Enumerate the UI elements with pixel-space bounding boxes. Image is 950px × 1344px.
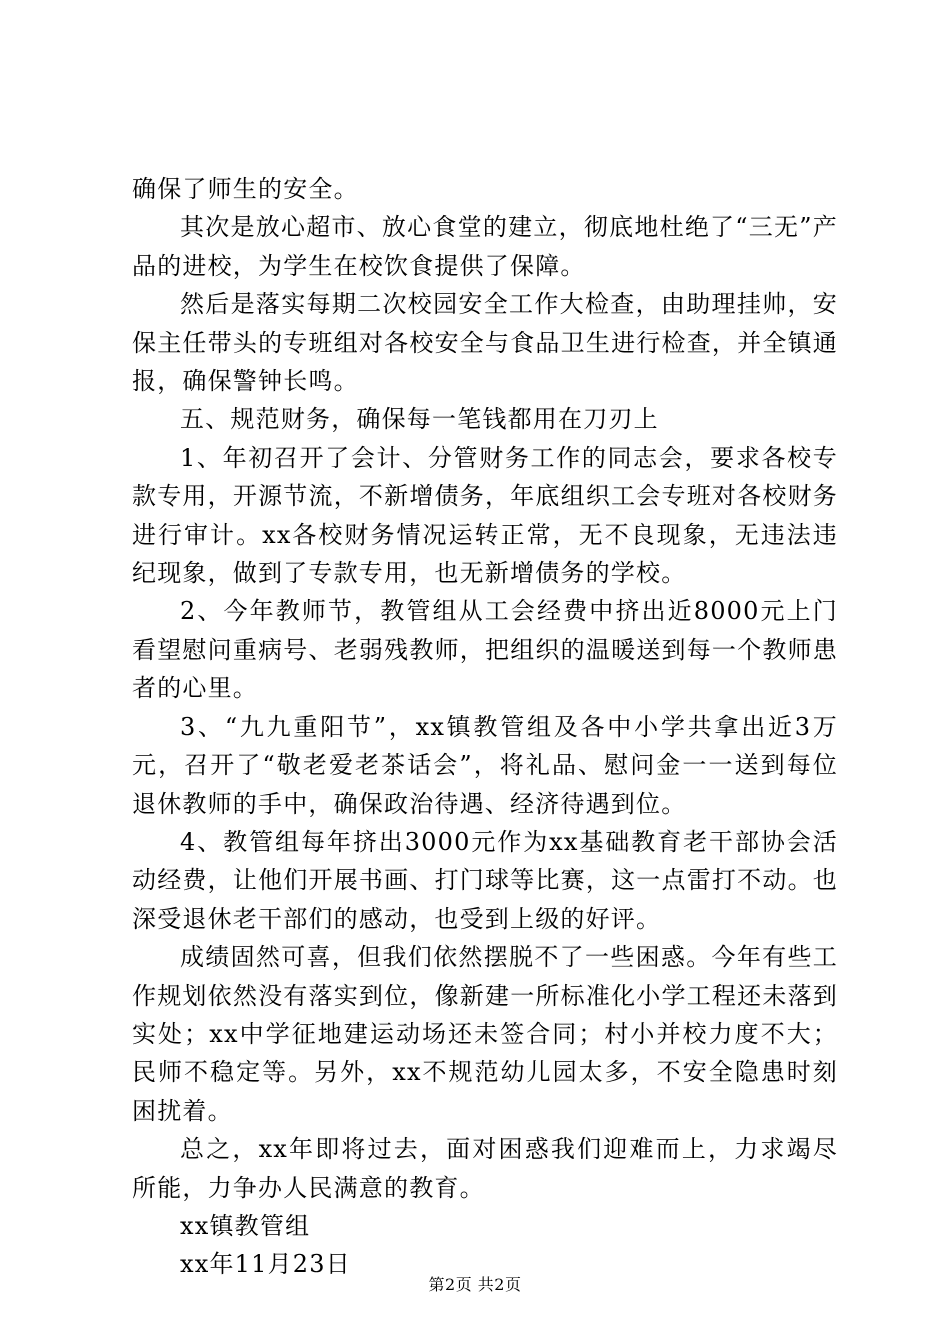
paragraph: 其次是放心超市、放心食堂的建立，彻底地杜绝了“三无”产品的进校，为学生在校饮食提供了保障。 bbox=[132, 213, 838, 280]
document-body bbox=[132, 170, 838, 1284]
paragraph: 总之，xx年即将过去，面对困惑我们迎难而上，力求竭尽所能，力争办人民满意的教育。 bbox=[132, 1135, 838, 1202]
paragraph: 然后是落实每期二次校园安全工作大检查，由助理挂帅，安保主任带头的专班组对各校安全与食品卫生进行检查，并全镇通报，确保警钟长鸣。 bbox=[132, 290, 838, 396]
signature-org: xx镇教管组 bbox=[180, 1211, 311, 1240]
paragraph: 成绩固然可喜，但我们依然摆脱不了一些困惑。今年有些工作规划依然没有落实到位，像新建一所标准化小学工程还未落到实处；xx中学征地建运动场还未签合同；村小并校力度不大；民师不稳定等。另外，xx不规范幼儿园太多，不安全隐患时刻困扰着。 bbox=[132, 943, 838, 1125]
paragraph: 4、教管组每年挤出3000元作为xx基础教育老干部协会活动经费，让他们开展书画、打门球等比赛，这一点雷打不动。也深受退休老干部们的感动，也受到上级的好评。 bbox=[132, 827, 838, 933]
page-footer: 第2页 共2页 bbox=[428, 1275, 522, 1294]
paragraph: 3、“九九重阳节”，xx镇教管组及各中小学共拿出近3万元，召开了“敬老爱老茶话会”，将礼品、慰问金一一送到每位退休教师的手中，确保政治待遇、经济待遇到位。 bbox=[132, 712, 838, 818]
paragraph: 2、今年教师节，教管组从工会经费中挤出近8000元上门看望慰问重病号、老弱残教师，把组织的温暖送到每一个教师患者的心里。 bbox=[132, 597, 838, 703]
section-heading: 五、规范财务，确保每一笔钱都用在刀刃上 bbox=[180, 405, 659, 434]
signature-date: xx年11月23日 bbox=[180, 1250, 351, 1279]
paragraph: 确保了师生的安全。 bbox=[132, 175, 359, 203]
paragraph: 1、年初召开了会计、分管财务工作的同志会，要求各校专款专用，开源节流，不新增债务，年底组织工会专班对各校财务进行审计。xx各校财务情况运转正常，无不良现象，无违法违纪现象，做到了专款专用，也无新增债务的学校。 bbox=[132, 443, 838, 588]
